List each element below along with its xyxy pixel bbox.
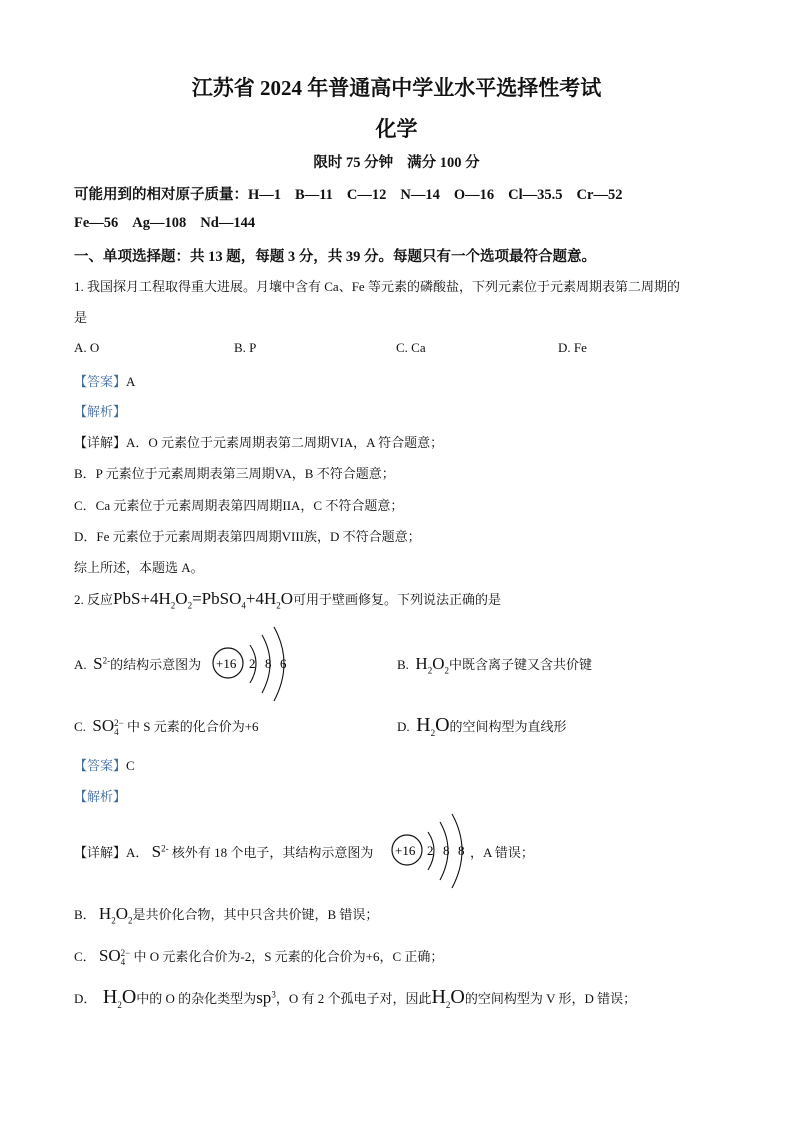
q2-option-b: B. $H_2O_2$中既含离子键又含共价键 xyxy=(397,654,592,676)
mass-h: H—1 xyxy=(248,187,282,203)
svg-text:8: 8 xyxy=(443,843,450,858)
svg-text:6: 6 xyxy=(280,656,287,671)
q1-option-c: C. Ca xyxy=(396,340,426,355)
q1-stem-line-1: 1. 我国探月工程取得重大进展。月壤中含有 Ca、Fe 等元素的磷酸盐，下列元素位于元素周期表第二周期的 xyxy=(74,279,680,294)
time-limit: 限时 75 分钟 xyxy=(313,155,394,171)
q2-stem-prefix: 2. 反应 xyxy=(74,592,114,607)
mass-nd: Nd—144 xyxy=(200,215,256,231)
answer-label: 【答案】 xyxy=(74,758,127,773)
mass-ag: Ag—108 xyxy=(132,215,187,231)
q1-detail-d: D．Fe 元素位于元素周期表第四周期VIII族，D 不符合题意； xyxy=(74,529,421,544)
s2-ion-structure-diagram xyxy=(210,625,300,705)
q1-stem-line-2: 是 xyxy=(74,310,88,325)
q2-detail-a-suffix: ，A 错误； xyxy=(470,845,534,860)
s2-ion-correct-structure-diagram xyxy=(390,812,475,892)
q2-stem-suffix: 可用于壁画修复。下列说法正确的是 xyxy=(293,592,502,607)
mass-cl: Cl—35.5 xyxy=(508,187,563,203)
q1-conclusion: 综上所述，本题选 A。 xyxy=(74,560,204,575)
q2-detail-a: 【详解】A． $S^{2-}$ 核外有 18 个电子，其结构示意图为 xyxy=(74,842,374,861)
q1-answer-value: A xyxy=(126,374,136,389)
exam-title: 江苏省 2024 年普通高中学业水平选择性考试 xyxy=(191,76,602,100)
exam-meta xyxy=(0,151,793,172)
svg-text:8: 8 xyxy=(265,656,272,671)
q1-analysis-label: 【解析】 xyxy=(74,404,127,419)
q2-option-d: D. $H_2O$的空间构型为直线形 xyxy=(397,714,567,738)
mass-c: C—12 xyxy=(346,187,387,203)
atomic-mass-line-1 xyxy=(74,183,622,204)
svg-text:2: 2 xyxy=(249,656,256,671)
mass-n: N—14 xyxy=(400,187,440,203)
q2-answer xyxy=(74,755,135,774)
q2-option-a: A. $S^{2-}$的结构示意图为 xyxy=(74,654,202,673)
mass-b: B—11 xyxy=(295,187,333,203)
mass-cr: Cr—52 xyxy=(576,187,623,203)
svg-text:8: 8 xyxy=(458,843,465,858)
atomic-mass-label: 可能用到的相对原子质量： xyxy=(74,187,248,203)
q2-detail-b: B． $H_2O_2$是共价化合物，其中只含共价键，B 错误； xyxy=(74,904,379,926)
q1-detail-a xyxy=(74,432,443,451)
q2-analysis-label: 【解析】 xyxy=(74,789,127,804)
q1-detail-b: B．P 元素位于元素周期表第三周期VA，B 不符合题意； xyxy=(74,466,395,481)
svg-text:+16: +16 xyxy=(395,843,416,858)
mass-o: O—16 xyxy=(453,187,495,203)
q2-equation: $PbS+4H_2O_2=PbSO_4+4H_2O$ xyxy=(113,589,294,611)
q2-detail-c: C． SO 2− 4 中 O 元素化合价为-2，S 元素的化合价为+6，C 正确； xyxy=(74,946,444,968)
full-score: 满分 100 分 xyxy=(407,155,480,171)
q2-stem xyxy=(74,589,501,609)
answer-label: 【答案】 xyxy=(74,374,127,389)
q1-detail-a-text: A．O 元素位于元素周期表第二周期VIA，A 符合题意； xyxy=(126,435,444,450)
q1-option-a: A. O xyxy=(74,340,100,355)
svg-text:2: 2 xyxy=(427,843,434,858)
q1-detail-c: C．Ca 元素位于元素周期表第四周期IIA，C 不符合题意； xyxy=(74,498,404,513)
q2-option-c: C. SO 2− 4 中 S 元素的化合价为+6 xyxy=(74,716,259,738)
mass-fe: Fe—56 xyxy=(74,215,119,231)
svg-text:+16: +16 xyxy=(216,656,237,671)
subject-title: 化学 xyxy=(375,117,418,141)
q2-answer-value: C xyxy=(126,758,135,773)
q1-answer xyxy=(74,371,135,390)
q1-option-d: D. Fe xyxy=(558,340,587,355)
detail-label: 【详解】 xyxy=(74,435,127,450)
q2-detail-d: D． $H_2O$中的 O 的杂化类型为$sp^3$，O 有 2 个孤电子对，因此$H_2O$的空间构型为 V 形，D 错误； xyxy=(74,986,637,1010)
q1-option-b: B. P xyxy=(234,340,257,355)
atomic-mass-line-2 xyxy=(74,215,255,232)
section-heading: 一、单项选择题：共 13 题，每题 3 分，共 39 分。每题只有一个选项最符合题意。 xyxy=(74,249,596,265)
